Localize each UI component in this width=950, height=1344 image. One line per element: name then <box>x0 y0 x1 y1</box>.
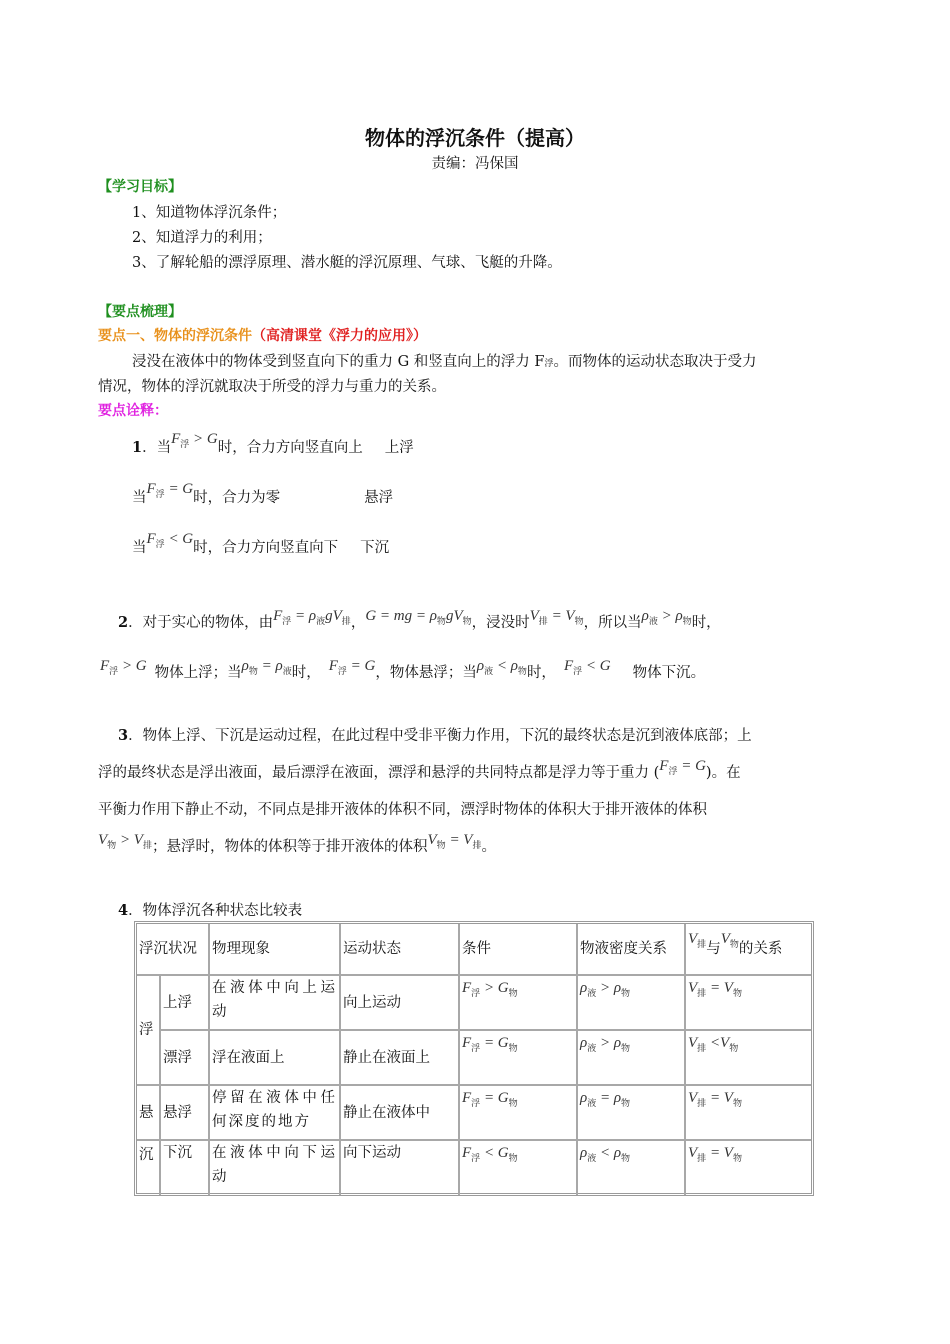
cell-state: 下沉 <box>161 1141 210 1195</box>
item1-text1: 时，合力方向竖直向上 <box>217 440 363 456</box>
cell-condition: $F_浮 = G_物$ <box>460 1031 578 1086</box>
th-density: 物液密度关系 <box>578 924 686 976</box>
cell-motion: 静止在液体中 <box>341 1086 460 1141</box>
cell-phenomenon: 浮在液面上 <box>210 1031 341 1086</box>
item4-title: ．物体浮沉各种状态比较表 <box>128 903 303 919</box>
objectives-heading: 【学习目标】 <box>98 179 182 195</box>
group-sink: 沉 <box>137 1141 161 1195</box>
item1-when: ．当 <box>142 440 172 456</box>
item1-state2: 悬浮 <box>364 490 394 506</box>
cell-condition: $F_浮 > G_物$ <box>460 976 578 1031</box>
cell-volume: $V_排 = V_物$ <box>688 1145 742 1163</box>
item4-line <box>118 899 302 920</box>
formula-density-lt: $\rho_液 < \rho_物$ <box>476 658 527 676</box>
page-title: 物体的浮沉条件（提高） <box>365 126 585 150</box>
item2-lead: ．对于实心的物体，由 <box>128 615 274 631</box>
item1-line2 <box>132 481 394 509</box>
explain-heading: 要点诠释： <box>98 403 168 419</box>
formula-f-gt-g-2: $F_浮 > G$ <box>100 658 147 676</box>
item4-num: 4 <box>118 902 129 919</box>
objective-item: 3、了解轮船的漂浮原理、潜水艇的浮沉原理、气球、飞艇的升降。 <box>132 255 562 271</box>
formula-vol-eq: $V_物 = V_排$ <box>427 832 482 850</box>
cell-density: $\rho_液 = \rho_物$ <box>578 1086 686 1141</box>
cell-motion: 向下运动 <box>341 1141 460 1195</box>
cell-phenomenon: 停留在液体中任何深度的地方 <box>210 1086 341 1141</box>
cell-volume: $V_排 = V_物$ <box>686 1086 811 1141</box>
formula-f-lt-g-2: $F_浮 < G$ <box>563 658 611 676</box>
formula-density-eq: $\rho_物 = \rho_液$ <box>241 658 292 676</box>
formula-buoyancy: $F_浮 = \rho_液gV_排$ <box>273 608 351 626</box>
cell-volume: $V_排 = V_物$ <box>686 976 811 1031</box>
cell-motion: 向上运动 <box>341 976 460 1031</box>
item3-num: 3 <box>118 727 129 744</box>
th-phenomenon: 物理现象 <box>210 924 341 976</box>
intro-text-end: 。而物体的运动状态取决于受力 <box>553 354 757 370</box>
item2-num: 2 <box>118 614 129 631</box>
formula-f-eq-g: $F_浮 = G$ <box>146 481 194 499</box>
cell-condition: $F_浮 = G_物$ <box>460 1086 578 1141</box>
intro-line-1 <box>132 350 757 371</box>
item3-line3: 平衡力作用下静止不动，不同点是排开液体的体积不同，漂浮时物体的体积大于排开液体的体积 <box>98 802 707 818</box>
cell-density: $\rho_液 > \rho_物$ <box>578 1031 686 1086</box>
intro-text: 浸没在液体中的物体受到竖直向下的重力 G 和竖直向上的浮力 F <box>132 354 545 370</box>
keypoints-heading: 【要点梳理】 <box>98 304 182 320</box>
item1-state1: 上浮 <box>384 440 414 456</box>
cell-density: $\rho_液 > \rho_物$ <box>578 976 686 1031</box>
cell-phenomenon: 在液体中向下运动 <box>210 1141 341 1195</box>
cell-volume: $V_排 <V_物$ <box>686 1031 811 1086</box>
item1-line1 <box>132 431 414 459</box>
comparison-table <box>134 921 814 1196</box>
point1-reference: （高清课堂《浮力的应用》） <box>252 328 427 344</box>
formula-f-eq-g-3: $F_浮 = G$ <box>659 758 706 776</box>
item3-text1: ．物体上浮、下沉是运动过程，在此过程中受非平衡力作用，下沉的最终状态是沉到液体底部；上 <box>128 728 752 744</box>
th-volume: $V_排$ 与 $V_物$ 的关系 <box>686 924 811 976</box>
formula-gravity: G = mg = $\rho_物gV_物$ <box>365 608 472 626</box>
item1-text2: 时，合力为零 <box>193 490 281 506</box>
item3-line1 <box>118 724 752 745</box>
objective-item: 2、知道浮力的利用； <box>132 230 272 246</box>
group-suspend: 悬 <box>137 1086 161 1141</box>
item1-line3 <box>132 531 390 559</box>
th-state: 浮沉状况 <box>137 924 210 976</box>
cell-phenomenon: 在液体中向上运动 <box>210 976 341 1031</box>
cell-condition: $F_浮 < G_物$ <box>460 1141 578 1195</box>
formula-density-gt: $\rho_液 > \rho_物$ <box>641 608 692 626</box>
group-float: 浮 <box>137 976 161 1086</box>
formula-f-eq-g-2: $F_浮 = G$ <box>328 658 376 676</box>
item3-line2: 浮的最终状态是浮出液面，最后漂浮在液面，漂浮和悬浮的共同特点都是浮力等于重力 $(F_浮 = G)$。在 <box>98 758 741 781</box>
formula-volume: $V_排 = V_物$ <box>529 608 584 626</box>
formula-vol-gt: $V_物 > V_排$ <box>98 832 152 850</box>
formula-f-lt-g: $F_浮 < G$ <box>146 531 194 549</box>
item1-when2: 当 <box>132 490 147 506</box>
item3-line4: $V_物 > V_排$；悬浮时，物体的体积等于排开液体的体积$V_物 = V_排$。 <box>98 832 496 855</box>
th-motion: 运动状态 <box>341 924 460 976</box>
th-condition: 条件 <box>460 924 578 976</box>
intro-sub: 浮 <box>544 359 554 369</box>
item2-line1: 2．对于实心的物体，由$F_浮 = \rho_液gV_排$，G = mg = $\rho_物gV_物$，浸没时$V_排 = V_物$，所以当$\rho_液 > \rho_物$时， <box>118 608 721 631</box>
editor-line: 责编：冯保国 <box>431 156 519 172</box>
cell-state: 悬浮 <box>161 1086 210 1141</box>
item1-text3: 时，合力方向竖直向下 <box>193 540 339 556</box>
intro-line-2: 情况，物体的浮沉就取决于所受的浮力与重力的关系。 <box>98 379 446 395</box>
item1-num: 1 <box>132 439 143 456</box>
cell-state: 上浮 <box>161 976 210 1031</box>
point1-title <box>98 325 427 345</box>
cell-density: $\rho_液 < \rho_物$ <box>578 1141 686 1195</box>
item1-state3: 下沉 <box>360 540 390 556</box>
cell-motion: 静止在液面上 <box>341 1031 460 1086</box>
objective-item: 1、知道物体浮沉条件； <box>132 205 287 221</box>
point1-title-text: 要点一、物体的浮沉条件 <box>98 328 252 344</box>
formula-f-gt-g: $F_浮 > G$ <box>171 431 218 449</box>
item2-line2: $F_浮 > G$ 物体上浮；当$\rho_物 = \rho_液$时， $F_浮 = G$，物体悬浮；当$\rho_液 < \rho_物$时， $F_浮 < G$ 物体下沉。 <box>100 658 706 681</box>
cell-state: 漂浮 <box>161 1031 210 1086</box>
item1-when3: 当 <box>132 540 147 556</box>
